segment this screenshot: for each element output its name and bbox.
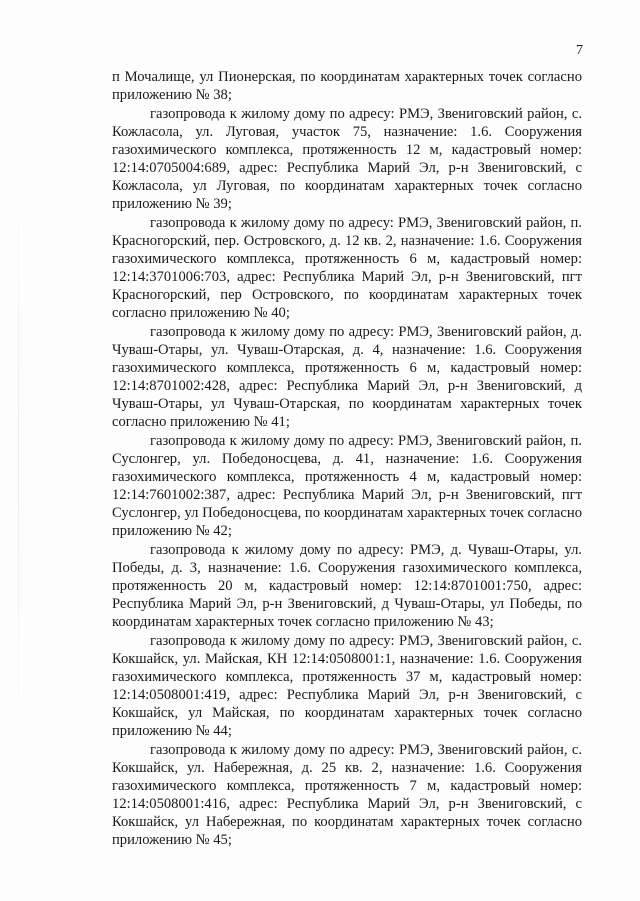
paragraph-item-42: газопровода к жилому дому по адресу: РМЭ, Звениговский район, п. Суслонгер, ул. Победоносцева, д. 41, назначение: 1.6. Сооружения газохимического комплекса, протяженность 4 м, кадастровый номер: 12:14:7601002:387, адрес: Республика Марий Эл, р-н Звениговский, пгт Суслонгер, ул Победоносцева, по координатам характерных точек согласно приложению № 42;	[112, 432, 582, 540]
paragraph-item-41: газопровода к жилому дому по адресу: РМЭ, Звениговский район, д. Чуваш-Отары, ул. Чуваш-Отарская, д. 4, назначение: 1.6. Сооружения газохимического комплекса, протяженность 6 м, кадастровый номер: 12:14:8701002:428, адрес: Республика Марий Эл, р-н Звениговский, д Чуваш-Отары, ул Чуваш-Отарская, по координатам характерных точек согласно приложению № 41;	[112, 323, 582, 431]
paragraph-continuation: п Мочалище, ул Пионерская, по координатам характерных точек согласно приложению № 38;	[112, 69, 582, 104]
paragraph-item-43: газопровода к жилому дому по адресу: РМЭ, д. Чуваш-Отары, ул. Победы, д. 3, назначение: 1.6. Сооружения газохимического комплекса, протяженность 20 м, кадастровый номер: 12:14:8701001:750, адрес: Республика Марий Эл, р-н Звениговский, д Чуваш-Отары, ул Победы, по координатам характерных точек согласно приложению № 43;	[112, 541, 582, 631]
paragraph-item-44: газопровода к жилому дому по адресу: РМЭ, Звениговский район, с. Кокшайск, ул. Майская, КН 12:14:0508001:1, назначение: 1.6. Сооружения газохимического комплекса, протяженность 37 м, кадастровый номер: 12:14:0508001:419, адрес: Республика Марий Эл, р-н Звениговский, с Кокшайск, ул Майская, по координатам характерных точек согласно приложению № 44;	[112, 632, 582, 740]
paragraph-item-39: газопровода к жилому дому по адресу: РМЭ, Звениговский район, с. Кожласола, ул. Луговая, участок 75, назначение: 1.6. Сооружения газохимического комплекса, протяженность 12 м, кадастровый номер: 12:14:0705004:689, адрес: Республика Марий Эл, р-н Звениговский, с Кожласола, ул Луговая, по координатам характерных точек согласно приложению № 39;	[112, 105, 582, 213]
page-number: 7	[576, 43, 583, 58]
scan-crease	[18, 150, 19, 770]
paragraph-item-40: газопровода к жилому дому по адресу: РМЭ, Звениговский район, п. Красногорский, пер. Островского, д. 12 кв. 2, назначение: 1.6. Сооружения газохимического комплекса, протяженность 6 м, кадастровый номер: 12:14:3701006:703, адрес: Республика Марий Эл, р-н Звениговский, пгт Красногорский, пер Островского, по координатам характерных точек согласно приложению № 40;	[112, 214, 582, 322]
paragraph-item-45: газопровода к жилому дому по адресу: РМЭ, Звениговский район, с. Кокшайск, ул. Набережная, д. 25 кв. 2, назначение: 1.6. Сооружения газохимического комплекса, протяженность 7 м, кадастровый номер: 12:14:0508001:416, адрес: Республика Марий Эл, р-н Звениговский, с Кокшайск, ул Набережная, по координатам характерных точек согласно приложению № 45;	[112, 741, 582, 849]
document-body	[112, 68, 582, 850]
